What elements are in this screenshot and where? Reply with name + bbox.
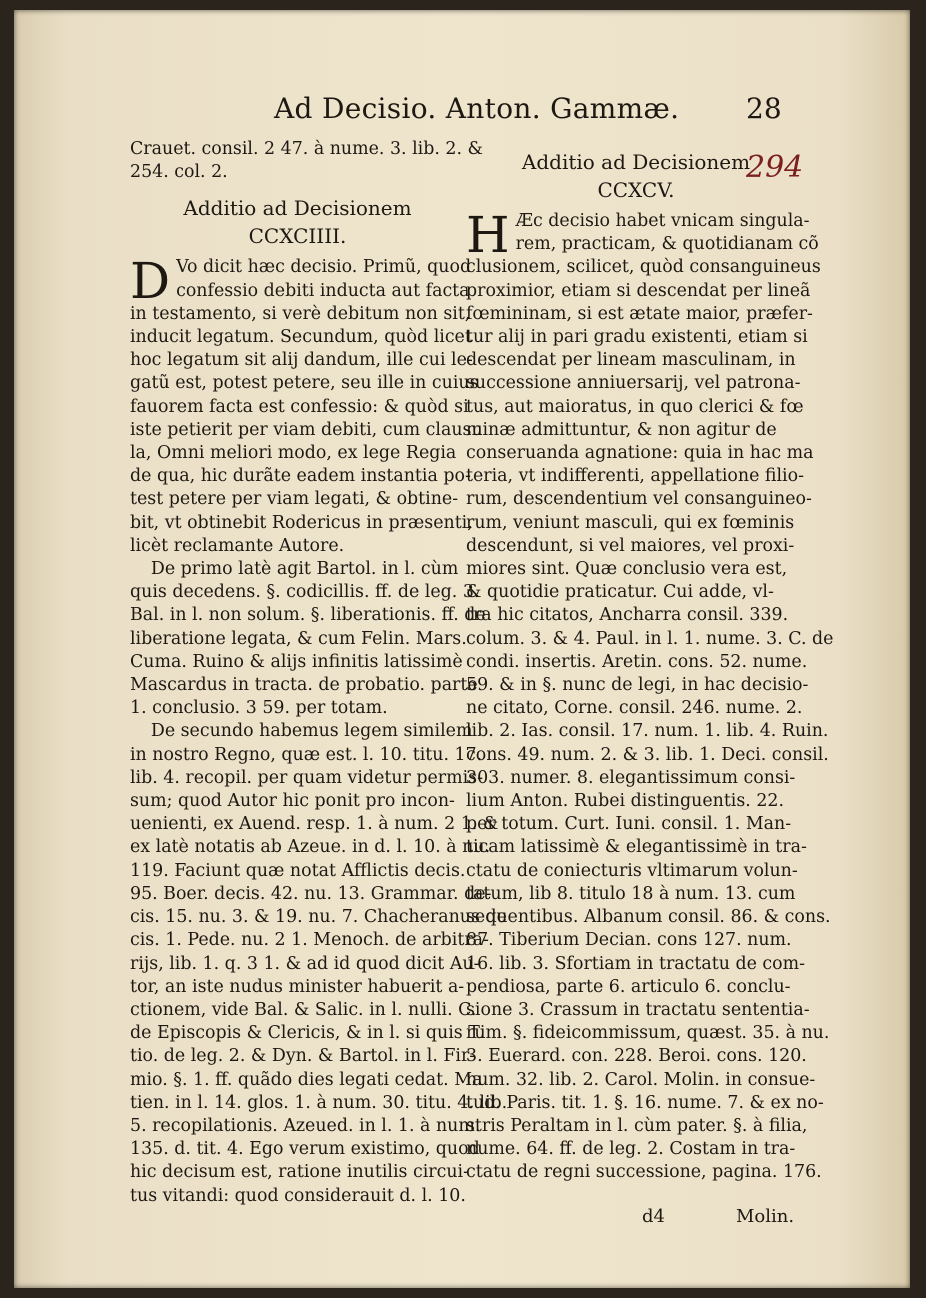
handwritten-folio-number: 294 xyxy=(746,150,804,185)
text-line: stris Peraltam in l. cùm pater. §. à filia, xyxy=(466,1115,808,1136)
text-line: minæ admittuntur, & non agitur de xyxy=(466,419,777,440)
text-line: hic decisum est, ratione inutilis circui- xyxy=(130,1162,469,1183)
text-line: Æc decisio habet vnicam singula- xyxy=(515,211,810,231)
text-line: 3. Euerard. con. 228. Beroi. cons. 120. xyxy=(466,1046,807,1067)
text-line: Vo dicit hæc decisio. Primũ, quod xyxy=(176,257,472,278)
text-line: mio. §. 1. ff. quãdo dies legati cedat. Ma xyxy=(130,1069,483,1090)
text-line: ticam latissimè & elegantissimè in tra- xyxy=(466,837,807,858)
text-line: De secundo habemus legem similem xyxy=(150,721,473,742)
text-line: num. 32. lib. 2. Carol. Molin. in consue- xyxy=(466,1069,816,1090)
text-line: lib. 4. recopil. per quam videtur permis- xyxy=(130,767,483,788)
text-line: 135. d. tit. 4. Ego verum existimo, quod xyxy=(130,1139,480,1160)
text-line: fœmininam, si est ætate maior, præfer- xyxy=(466,303,813,324)
text-line: tud. Paris. tit. 1. §. 16. nume. 7. & ex no- xyxy=(466,1092,824,1113)
text-line: in nostro Regno, quæ est. l. 10. titu. 17. xyxy=(130,744,483,765)
text-line: descendat per lineam masculinam, in xyxy=(466,350,796,371)
right-heading-title: Additio ad Decisionem xyxy=(521,150,751,174)
text-line: iste petierit per viam debiti, cum clausu xyxy=(130,419,483,440)
text-line: fauorem facta est confessio: & quòd si xyxy=(130,396,469,417)
text-line: clusionem, scilicet, quòd consanguineus xyxy=(466,257,821,278)
text-line: tien. in l. 14. glos. 1. à num. 30. titu. 4. lib. xyxy=(130,1092,508,1113)
text-line: ctatu de regni successione, pagina. 176. xyxy=(466,1162,822,1183)
text-line: 16. lib. 3. Sfortiam in tractatu de com- xyxy=(466,953,805,974)
running-head: Ad Decisio. Anton. Gammæ. xyxy=(274,92,680,125)
text-line: Cuma. Ruino & alijs infinitis latissimè xyxy=(130,651,463,672)
text-line: tor, an iste nudus minister habuerit a- xyxy=(130,976,465,997)
text-line: hoc legatum sit alij dandum, ille cui le- xyxy=(130,350,473,371)
text-line: pendiosa, parte 6. articulo 6. conclu- xyxy=(466,976,791,997)
page-number: 28 xyxy=(746,92,782,125)
text-line: lium Anton. Rubei distinguentis. 22. xyxy=(466,791,785,812)
text-line: rijs, lib. 1. q. 3 1. & ad id quod dicit Au- xyxy=(130,953,480,974)
left-heading-title: Additio ad Decisionem xyxy=(183,196,412,221)
text-line: Crauet. consil. 2 47. à nume. 3. lib. 2. & xyxy=(130,139,483,159)
text-line: 59. & in §. nunc de legi, in hac decisio- xyxy=(466,675,809,696)
text-line: sum; quod Autor hic ponit pro incon- xyxy=(130,791,455,812)
text-line: lib. 2. Ias. consil. 17. num. 1. lib. 4. Ruin. xyxy=(466,721,829,742)
catchword: Molin. xyxy=(736,1206,795,1227)
signature-mark: d4 xyxy=(642,1206,665,1227)
text-line: uenienti, ex Auend. resp. 1. à num. 2 1. & xyxy=(130,814,499,835)
left-column xyxy=(130,138,508,1208)
text-line: per totum. Curt. Iuni. consil. 1. Man- xyxy=(466,814,792,835)
intro-citation xyxy=(130,138,483,184)
text-line: descendunt, si vel maiores, vel proxi- xyxy=(466,535,795,556)
text-line: condi. insertis. Aretin. cons. 52. nume. xyxy=(466,651,808,672)
text-line: 303. numer. 8. elegantissimum consi- xyxy=(466,767,796,788)
text-line: quis decedens. §. codicillis. ff. de leg. 3. xyxy=(130,582,480,603)
text-line: & quotidie praticatur. Cui adde, vl- xyxy=(466,582,774,603)
right-heading-number: CCXCV. xyxy=(597,178,675,202)
text-line: cons. 49. num. 2. & 3. lib. 1. Deci. consil. xyxy=(466,744,829,765)
text-line: rum. §. fideicommissum, quæst. 35. à nu. xyxy=(466,1023,830,1044)
right-paragraph-1 xyxy=(466,206,834,1185)
left-paragraph-2 xyxy=(130,558,486,720)
text-line: de Episcopis & Clericis, & in l. si quis Ti xyxy=(130,1023,486,1044)
text-line: Mascardus in tracta. de probatio. parte xyxy=(130,675,478,696)
text-line: ex latè notatis ab Azeue. in d. l. 10. à nu. xyxy=(130,837,491,858)
text-line: ctatu de coniecturis vltimarum volun- xyxy=(466,860,798,881)
text-line: De primo latè agit Bartol. in l. cùm xyxy=(150,559,459,580)
text-line: gatũ est, potest petere, seu ille in cuius xyxy=(130,373,479,394)
left-paragraph-3 xyxy=(130,720,508,1207)
text-line: nume. 64. ff. de leg. 2. Costam in tra- xyxy=(466,1139,796,1160)
text-line: bit, vt obtinebit Rodericus in præsenti, xyxy=(130,512,473,533)
text-line: sequentibus. Albanum consil. 86. & cons. xyxy=(466,907,831,928)
text-line: 95. Boer. decis. 42. nu. 13. Grammar. de- xyxy=(130,883,492,904)
text-line: inducit legatum. Secundum, quòd licet xyxy=(130,327,472,348)
text-line: ne citato, Corne. consil. 246. nume. 2. xyxy=(466,698,803,719)
text-line: 254. col. 2. xyxy=(130,162,228,183)
text-line: conseruanda agnatione: quia in hac ma xyxy=(466,443,814,464)
text-line: tus, aut maioratus, in quo clerici & fœ xyxy=(466,396,804,417)
text-line: 1. conclusio. 3 59. per totam. xyxy=(130,698,388,719)
text-line: proximior, etiam si descendat per lineã xyxy=(466,280,811,301)
text-line: tus vitandi: quod considerauit d. l. 10. xyxy=(130,1185,466,1206)
left-heading-number: CCXCIIII. xyxy=(248,224,347,249)
text-line: miores sint. Quæ conclusio vera est, xyxy=(466,559,788,580)
text-line: 119. Faciunt quæ notat Afflictis decis. xyxy=(130,860,466,881)
text-line: liberatione legata, & cum Felin. Mars. xyxy=(130,628,467,649)
text-line: in testamento, si verè debitum non sit, xyxy=(130,303,471,324)
text-line: la, Omni meliori modo, ex lege Regia xyxy=(130,443,457,464)
dropcap-d: D xyxy=(130,252,171,311)
text-line: 5. recopilationis. Azeued. in l. 1. à num. xyxy=(130,1115,481,1136)
text-line: rum, descendentium vel consanguineo- xyxy=(466,489,812,510)
text-line: teria, vt indifferenti, appellatione filio- xyxy=(466,466,804,487)
text-line: sione 3. Crassum in tractatu sententia- xyxy=(466,999,810,1020)
text-line: licèt reclamante Autore. xyxy=(130,535,345,556)
text-line: rum, veniunt masculi, qui ex fœminis xyxy=(466,512,795,533)
text-line: cis. 1. Pede. nu. 2 1. Menoch. de arbitra- xyxy=(130,930,489,951)
text-line: 87. Tiberium Decian. cons 127. num. xyxy=(466,930,792,951)
text-line: colum. 3. & 4. Paul. in l. 1. nume. 3. C. de xyxy=(466,628,834,649)
book-page xyxy=(14,10,910,1288)
text-line: tio. de leg. 2. & Dyn. & Bartol. in l. Fir- xyxy=(130,1046,476,1067)
text-line: ctionem, vide Bal. & Salic. in l. nulli. C. xyxy=(130,999,477,1020)
text-line: test petere per viam legati, & obtine- xyxy=(130,489,459,510)
dropcap-h: H xyxy=(466,206,510,264)
text-line: confessio debiti inducta aut facta xyxy=(176,280,470,301)
left-heading xyxy=(130,194,465,250)
text-line: tra hic citatos, Ancharra consil. 339. xyxy=(466,605,789,626)
text-line: Bal. in l. non solum. §. liberationis. ff. de xyxy=(130,605,486,626)
text-line: de qua, hic durãte eadem instantia po- xyxy=(130,466,471,487)
text-line: tatum, lib 8. titulo 18 à num. 13. cum xyxy=(466,883,796,904)
text-line: rem, practicam, & quotidianam cõ xyxy=(515,234,819,255)
text-line: successione anniuersarij, vel patrona- xyxy=(466,373,801,394)
left-paragraph-1 xyxy=(130,252,483,558)
text-line: tur alij in pari gradu existenti, etiam si xyxy=(466,327,808,348)
text-line: cis. 15. nu. 3. & 19. nu. 7. Chacheranus de xyxy=(130,907,507,928)
right-column xyxy=(466,148,834,1185)
